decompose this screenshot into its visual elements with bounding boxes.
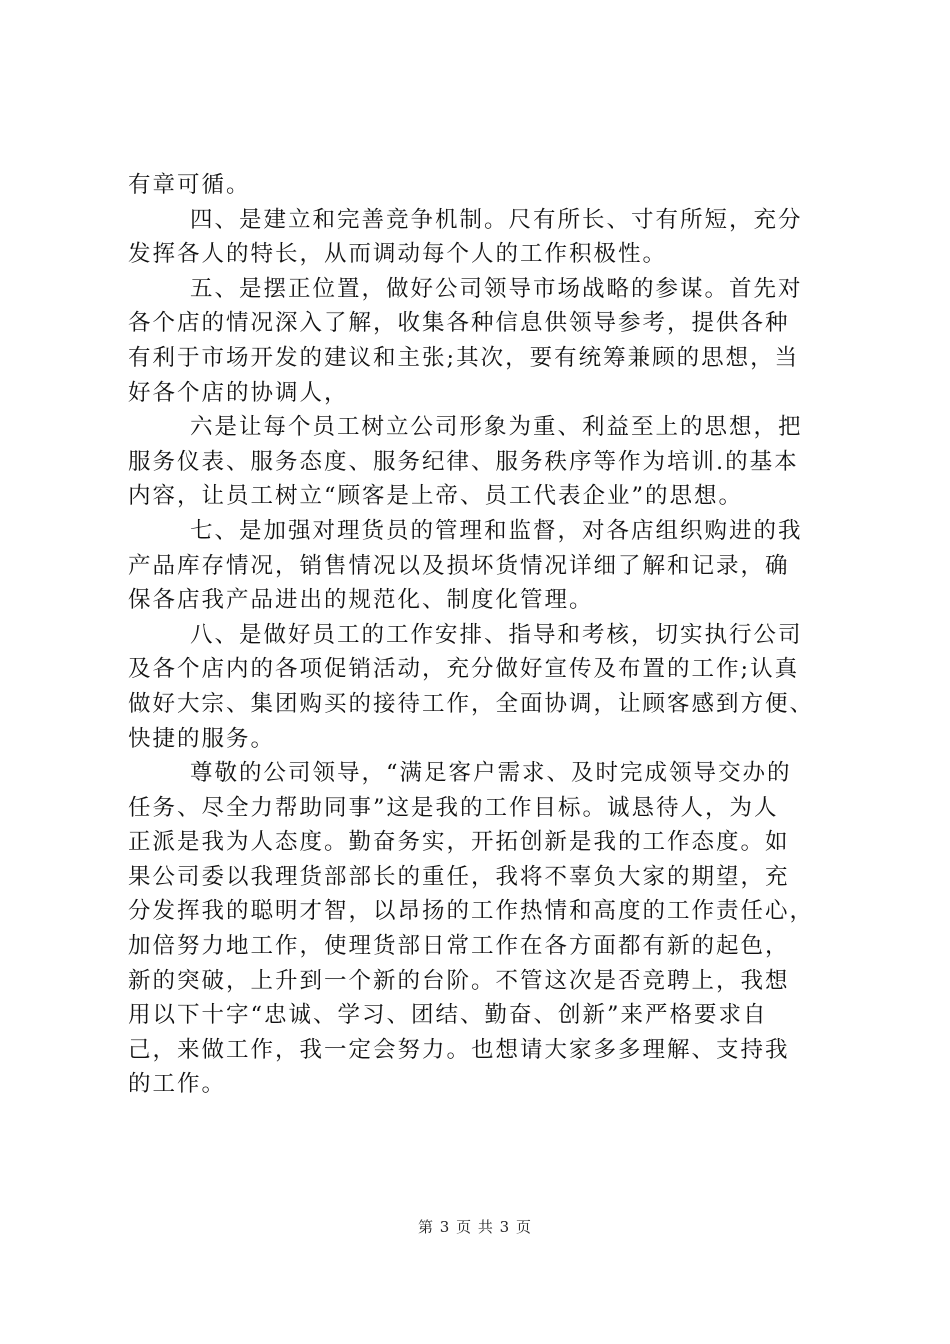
text-line: 加倍努力地工作，使理货部日常工作在各方面都有新的起色， xyxy=(128,933,790,960)
paragraph-8-start: 八、是做好员工的工作安排、指导和考核，切实执行公司 xyxy=(190,621,803,648)
paragraph-5-start: 五、是摆正位置，做好公司领导市场战略的参谋。首先对 xyxy=(190,275,803,302)
text-line: 及各个店内的各项促销活动，充分做好宣传及布置的工作;认真 xyxy=(128,656,800,683)
text-line: 新的突破，上升到一个新的台阶。不管这次是否竞聘上，我想 xyxy=(128,967,790,994)
text-line: 果公司委以我理货部部长的重任，我将不辜负大家的期望，充 xyxy=(128,863,790,890)
document-body xyxy=(128,168,828,1102)
text-line: 服务仪表、服务态度、服务纪律、服务秩序等作为培训.的基本 xyxy=(128,448,799,475)
paragraph-4-start: 四、是建立和完善竞争机制。尺有所长、寸有所短，充分 xyxy=(190,206,803,233)
text-line: 己，来做工作，我一定会努力。也想请大家多多理解、支持我 xyxy=(128,1036,790,1063)
paragraph-6-start: 六是让每个员工树立公司形象为重、利益至上的思想，把 xyxy=(190,414,803,441)
text-line: 用以下十字“忠诚、学习、团结、勤奋、创新”来严格要求自 xyxy=(128,1002,768,1029)
text-line: 正派是我为人态度。勤奋务实，开拓创新是我的工作态度。如 xyxy=(128,829,790,856)
text-line: 分发挥我的聪明才智，以昂扬的工作热情和高度的工作责任心， xyxy=(128,898,815,925)
text-line: 产品库存情况，销售情况以及损坏货情况详细了解和记录，确 xyxy=(128,552,790,579)
text-line: 发挥各人的特长，从而调动每个人的工作积极性。 xyxy=(128,241,668,268)
text-line: 各个店的情况深入了解，收集各种信息供领导参考，提供各种 xyxy=(128,310,790,337)
closing-paragraph-start: 尊敬的公司领导，“满足客户需求、及时完成领导交办的 xyxy=(190,760,792,787)
text-line: 保各店我产品进出的规范化、制度化管理。 xyxy=(128,587,594,614)
text-line: 内容，让员工树立“顾客是上帝、员工代表企业”的思想。 xyxy=(128,483,744,510)
text-line: 有章可循。 xyxy=(128,172,251,198)
text-line: 做好大宗、集团购买的接待工作，全面协调，让顾客感到方便、 xyxy=(128,690,815,717)
text-line: 任务、尽全力帮助同事”这是我的工作目标。诚恳待人，为人 xyxy=(128,794,779,821)
text-line: 的工作。 xyxy=(128,1071,227,1098)
paragraph-7-start: 七、是加强对理货员的管理和监督，对各店组织购进的我 xyxy=(190,517,803,544)
page-number-footer: 第 3 页 共 3 页 xyxy=(418,1218,532,1236)
text-line: 好各个店的协调人， xyxy=(128,379,349,406)
text-line: 有利于市场开发的建议和主张;其次，要有统筹兼顾的思想，当 xyxy=(128,344,800,371)
text-line: 快捷的服务。 xyxy=(128,725,276,752)
